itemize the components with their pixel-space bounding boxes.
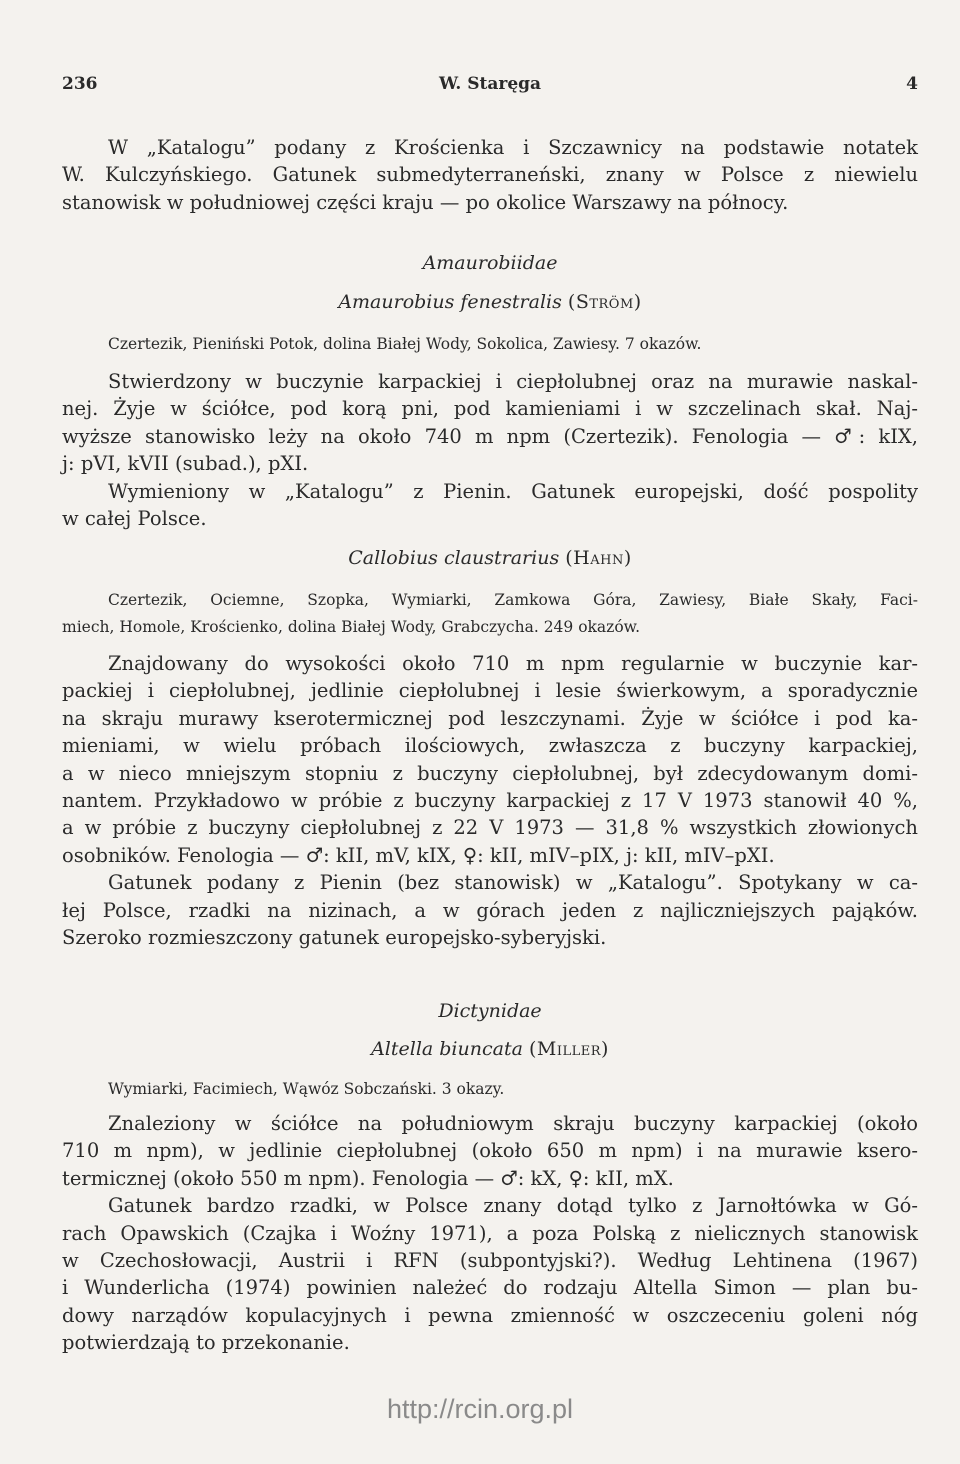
- text-amaurobius: [62, 368, 918, 532]
- text-line: a w nieco mniejszym stopniu z buczyny ciepłolubnej, był zdecydowanym domi-: [62, 761, 918, 785]
- article-number: 4: [906, 74, 918, 94]
- page-number: 236: [62, 74, 98, 94]
- species-name: Callobius claustrarius: [348, 547, 560, 569]
- localities-amaurobius: [62, 331, 918, 358]
- localities-callobius: [62, 587, 918, 641]
- text-line: termicznej (około 550 m npm). Fenologia — ♂: kX, ♀: kII, mX.: [62, 1166, 674, 1190]
- text-line: rach Opawskich (Czajka i Woźny 1971), a poza Polską z nielicznych stanowisk: [62, 1221, 918, 1245]
- species-heading-altella: [62, 1038, 918, 1060]
- species-name: Altella biuncata: [371, 1038, 523, 1060]
- locality-line: Wymiarki, Facimiech, Wąwóz Sobczański. 3 okazy.: [108, 1080, 505, 1098]
- species-heading-amaurobius: [62, 291, 918, 313]
- species-heading-callobius: [62, 547, 918, 569]
- text-line: dowy narządów kopulacyjnych i pewna zmienność w oszczeceniu goleni nóg: [62, 1303, 918, 1327]
- footer-url[interactable]: http://rcin.org.pl: [386, 1394, 574, 1424]
- locality-line: Czertezik, Pieniński Potok, dolina Białej Wody, Sokolica, Zawiesy. 7 okazów.: [108, 335, 702, 353]
- text-line: Gatunek bardzo rzadki, w Polsce znany dotąd tylko z Jarnołtówka w Gó-: [108, 1194, 918, 1218]
- text-line: Szeroko rozmieszczony gatunek europejsko-syberyjski.: [62, 926, 607, 950]
- text-line: nej. Żyje w ściółce, pod korą pni, pod kamieniami i w szczelinach skał. Naj-: [62, 397, 918, 421]
- text-line: łej Polsce, rzadki na nizinach, a w górach jeden z najliczniejszych pająków.: [62, 898, 918, 922]
- text-callobius: [62, 650, 918, 951]
- text-line: nantem. Przykładowo w próbie z buczyny karpackiej z 17 V 1973 stanowił 40 %,: [62, 789, 918, 813]
- text-line: Znajdowany do wysokości około 710 m npm regularnie w buczynie kar-: [108, 652, 918, 675]
- family-heading-amaurobiidae: Amaurobiidae: [422, 252, 558, 274]
- localities-altella: [62, 1076, 918, 1103]
- locality-line: miech, Homole, Krościenko, dolina Białej Wody, Grabczycha. 249 okazów.: [62, 618, 641, 636]
- text-line: Wymieniony w „Katalogu” z Pienin. Gatunek europejski, dość pospolity: [108, 479, 918, 503]
- text-line: osobników. Fenologia — ♂: kII, mV, kIX, ♀: kII, mIV–pIX, j: kII, mIV–pXI.: [62, 843, 775, 867]
- text-line: mieniami, w wielu próbach ilościowych, zwłaszcza z buczyny karpackiej,: [62, 734, 918, 758]
- locality-line: Czertezik, Ociemne, Szopka, Wymiarki, Zamkowa Góra, Zawiesy, Białe Skały, Faci-: [108, 591, 918, 609]
- text-line: i Wunderlicha (1974) powinien należeć do rodzaju Altella Simon — plan bu-: [62, 1276, 918, 1300]
- text-line: packiej i ciepłolubnej, jedlinie ciepłolubnej i lesie świerkowym, a sporadycznie: [62, 679, 918, 703]
- text-line: W „Katalogu” podany z Krościenka i Szczawnicy na podstawie notatek: [108, 136, 918, 159]
- text-line: na skraju murawy kserotermicznej pod leszczynami. Żyje w ściółce i pod ka-: [62, 706, 918, 730]
- text-line: potwierdzają to przekonanie.: [62, 1331, 350, 1355]
- text-line: j: pVI, kVII (subad.), pXI.: [62, 452, 309, 476]
- running-title: W. Staręga: [438, 74, 542, 94]
- species-name: Amaurobius fenestralis: [338, 291, 562, 313]
- text-line: 710 m npm), w jedlinie ciepłolubnej (około 650 m npm) i na murawie ksero-: [62, 1139, 918, 1163]
- species-author: (Hahn): [565, 547, 632, 569]
- text-altella: [62, 1110, 918, 1357]
- text-line: stanowisk w południowej części kraju — po okolice Warszawy na północy.: [62, 190, 789, 214]
- text-line: w całej Polsce.: [62, 507, 207, 531]
- species-author: (Miller): [528, 1038, 609, 1060]
- text-line: w Czechosłowacji, Austrii i RFN (subpontyjski?). Według Lehtinena (1967): [62, 1249, 918, 1273]
- text-line: a w próbie z buczyny ciepłolubnej z 22 V 1973 — 31,8 % wszystkich złowionych: [62, 816, 918, 840]
- text-line: Gatunek podany z Pienin (bez stanowisk) w „Katalogu”. Spotykany w ca-: [108, 871, 918, 895]
- intro-paragraph: [62, 134, 918, 216]
- text-line: W. Kulczyńskiego. Gatunek submedyterraneński, znany w Polsce z niewielu: [62, 163, 918, 187]
- text-line: Znaleziony w ściółce na południowym skraju buczyny karpackiej (około: [108, 1112, 918, 1135]
- text-line: wyższe stanowisko leży na około 740 m npm (Czertezik). Fenologia — ♂: kIX,: [62, 424, 918, 448]
- text-line: Stwierdzony w buczynie karpackiej i ciepłolubnej oraz na murawie naskal-: [108, 370, 918, 393]
- species-author: (Ström): [567, 291, 642, 313]
- family-heading-dictynidae: Dictynidae: [438, 1000, 542, 1022]
